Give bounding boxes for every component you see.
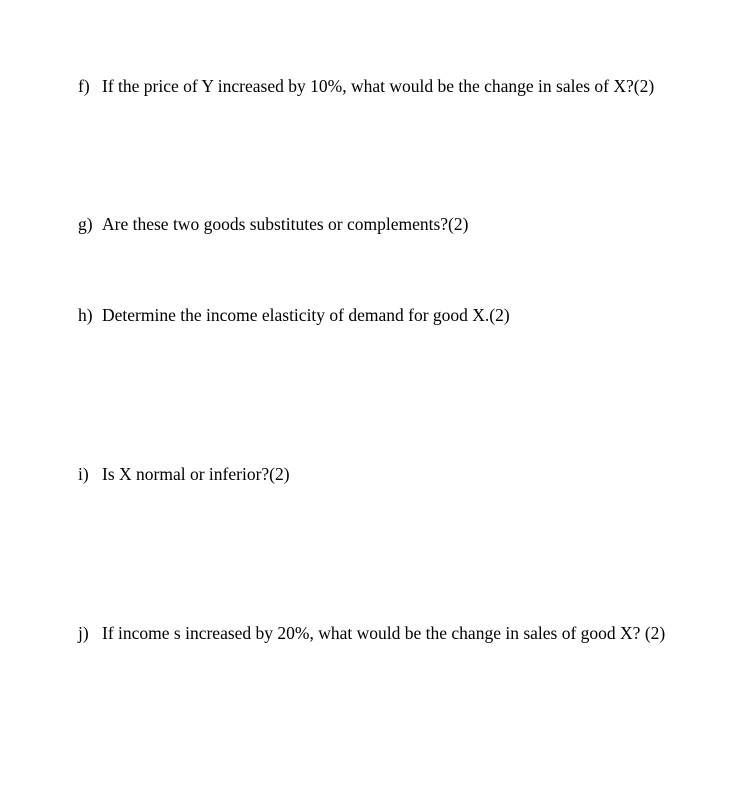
question-text: Is X normal or inferior?(2)	[102, 464, 290, 484]
question-marker: i)	[78, 464, 89, 484]
question-marker: f)	[78, 76, 90, 96]
question-i	[78, 463, 698, 485]
question-g	[78, 213, 698, 235]
question-text: Are these two goods substitutes or complements?(2)	[102, 214, 469, 234]
question-marker: g)	[78, 214, 93, 234]
question-text: If the price of Y increased by 10%, what would be the change in sales of X?(2)	[102, 76, 655, 96]
question-f	[78, 75, 698, 97]
question-marker: h)	[78, 305, 93, 325]
question-marker: j)	[78, 623, 89, 643]
question-text: Determine the income elasticity of demand for good X.(2)	[102, 305, 510, 325]
question-h	[78, 304, 698, 326]
question-text: If income s increased by 20%, what would be the change in sales of good X? (2)	[102, 623, 666, 643]
question-j	[78, 622, 698, 644]
